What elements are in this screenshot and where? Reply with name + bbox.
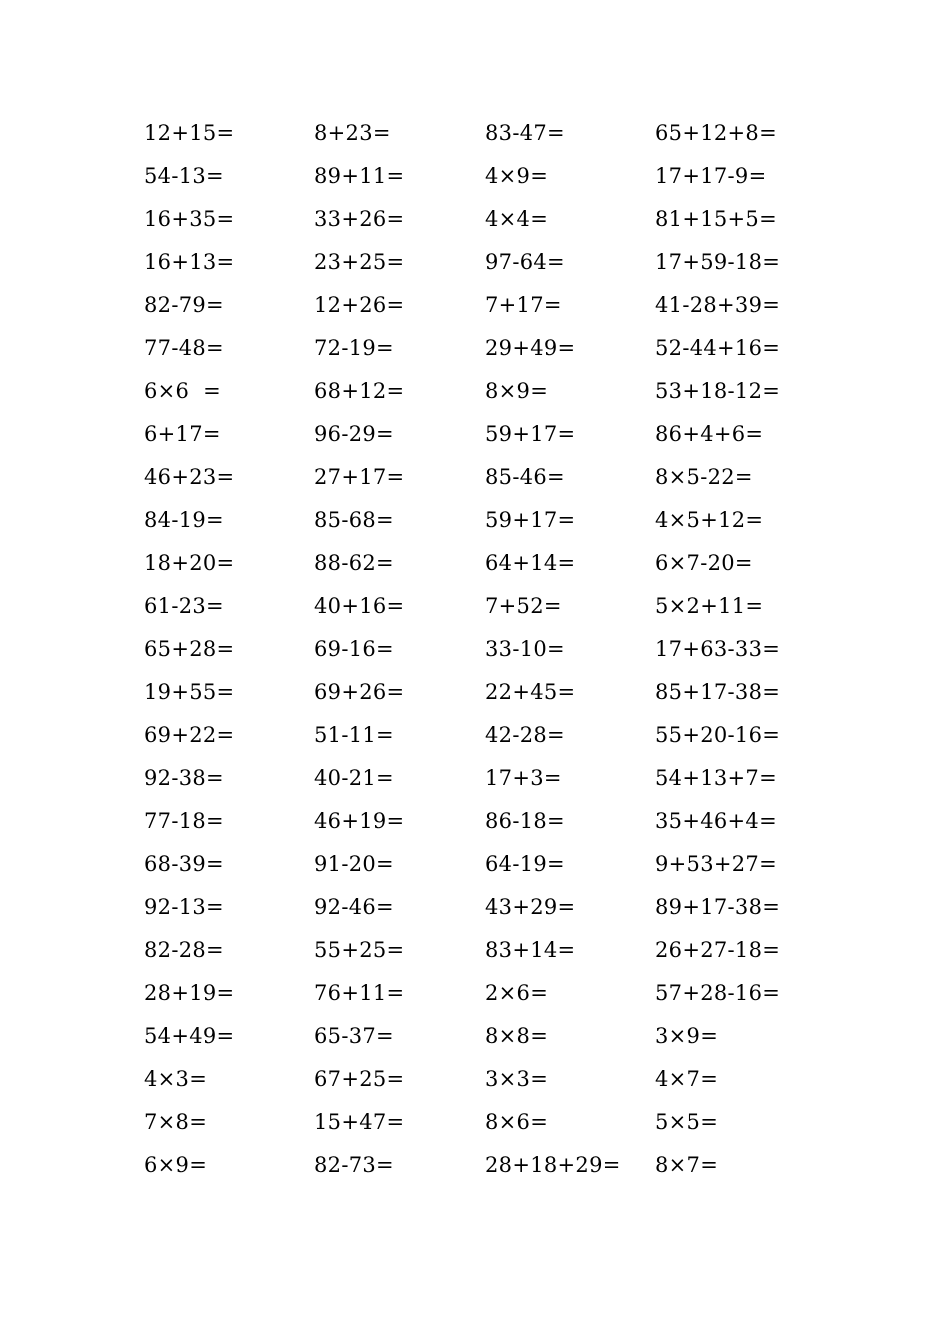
problem-row [144, 507, 844, 550]
problem: 26+27-18= [655, 938, 781, 962]
problem-row [144, 1109, 844, 1152]
problem: 81+15+5= [655, 207, 777, 231]
problem: 6×6 = [144, 379, 222, 403]
problem: 8×6= [485, 1110, 549, 1134]
problem: 29+49= [485, 336, 576, 360]
problem: 92-46= [314, 895, 394, 919]
problem-row [144, 808, 844, 851]
problem: 16+35= [144, 207, 235, 231]
problem-row [144, 679, 844, 722]
problem: 51-11= [314, 723, 394, 747]
problem: 7×8= [144, 1110, 208, 1134]
problem-row [144, 550, 844, 593]
problem: 42-28= [485, 723, 565, 747]
problem: 92-38= [144, 766, 224, 790]
problem-row [144, 636, 844, 679]
problem-row [144, 120, 844, 163]
problem: 52-44+16= [655, 336, 781, 360]
problem: 27+17= [314, 465, 405, 489]
problem: 17+63-33= [655, 637, 781, 661]
problem: 8×7= [655, 1153, 719, 1177]
problem: 92-13= [144, 895, 224, 919]
problem: 8+23= [314, 121, 391, 145]
problem: 6×7-20= [655, 551, 753, 575]
problem: 85+17-38= [655, 680, 781, 704]
problem: 15+47= [314, 1110, 405, 1134]
problem: 12+26= [314, 293, 405, 317]
problem: 35+46+4= [655, 809, 777, 833]
problem: 4×7= [655, 1067, 719, 1091]
problem: 23+25= [314, 250, 405, 274]
problem: 33-10= [485, 637, 565, 661]
problem: 91-20= [314, 852, 394, 876]
problem-row [144, 593, 844, 636]
problem: 69+26= [314, 680, 405, 704]
problem: 88-62= [314, 551, 394, 575]
problem: 17+3= [485, 766, 562, 790]
problem: 83-47= [485, 121, 565, 145]
problem: 89+17-38= [655, 895, 781, 919]
problem: 65-37= [314, 1024, 394, 1048]
problem: 17+59-18= [655, 250, 781, 274]
problem-row [144, 722, 844, 765]
problem: 33+26= [314, 207, 405, 231]
problem: 46+19= [314, 809, 405, 833]
problem: 84-19= [144, 508, 224, 532]
problem: 85-68= [314, 508, 394, 532]
problem: 54+13+7= [655, 766, 777, 790]
problem: 3×3= [485, 1067, 549, 1091]
problem-row [144, 1066, 844, 1109]
problem: 5×5= [655, 1110, 719, 1134]
problem: 59+17= [485, 422, 576, 446]
problem-row [144, 421, 844, 464]
problem: 76+11= [314, 981, 405, 1005]
problem: 53+18-12= [655, 379, 781, 403]
problem: 86+4+6= [655, 422, 764, 446]
problem-row [144, 378, 844, 421]
problem: 68-39= [144, 852, 224, 876]
problem: 40-21= [314, 766, 394, 790]
problem: 61-23= [144, 594, 224, 618]
problem: 83+14= [485, 938, 576, 962]
problem: 67+25= [314, 1067, 405, 1091]
problem: 55+20-16= [655, 723, 781, 747]
problem: 64+14= [485, 551, 576, 575]
problem: 4×3= [144, 1067, 208, 1091]
problem: 8×9= [485, 379, 549, 403]
problem-row [144, 937, 844, 980]
problem: 16+13= [144, 250, 235, 274]
problem: 82-79= [144, 293, 224, 317]
problem: 28+18+29= [485, 1153, 621, 1177]
problem: 4×9= [485, 164, 549, 188]
problem: 72-19= [314, 336, 394, 360]
problem: 89+11= [314, 164, 405, 188]
problem: 77-18= [144, 809, 224, 833]
problem: 68+12= [314, 379, 405, 403]
problem-row [144, 464, 844, 507]
problem: 54+49= [144, 1024, 235, 1048]
problem-row [144, 292, 844, 335]
problem-row [144, 163, 844, 206]
problem: 2×6= [485, 981, 549, 1005]
problem: 82-73= [314, 1153, 394, 1177]
problem: 69-16= [314, 637, 394, 661]
problem: 28+19= [144, 981, 235, 1005]
problem-row [144, 206, 844, 249]
problem-row [144, 1023, 844, 1066]
problem: 86-18= [485, 809, 565, 833]
problem: 9+53+27= [655, 852, 777, 876]
problem: 8×5-22= [655, 465, 753, 489]
problem: 64-19= [485, 852, 565, 876]
problem: 69+22= [144, 723, 235, 747]
problem-row [144, 894, 844, 937]
problem: 41-28+39= [655, 293, 781, 317]
problem: 65+12+8= [655, 121, 777, 145]
problem: 22+45= [485, 680, 576, 704]
problem: 96-29= [314, 422, 394, 446]
problem-row [144, 765, 844, 808]
problem-row [144, 980, 844, 1023]
problem: 54-13= [144, 164, 224, 188]
problem: 40+16= [314, 594, 405, 618]
problem: 55+25= [314, 938, 405, 962]
problem: 57+28-16= [655, 981, 781, 1005]
problem: 6×9= [144, 1153, 208, 1177]
problem: 7+52= [485, 594, 562, 618]
problem: 18+20= [144, 551, 235, 575]
problem: 97-64= [485, 250, 565, 274]
problem: 19+55= [144, 680, 235, 704]
problem: 82-28= [144, 938, 224, 962]
problem: 77-48= [144, 336, 224, 360]
problem-row [144, 1152, 844, 1195]
problem: 7+17= [485, 293, 562, 317]
problem: 8×8= [485, 1024, 549, 1048]
problem: 5×2+11= [655, 594, 764, 618]
problem-row [144, 335, 844, 378]
problem: 12+15= [144, 121, 235, 145]
problem-row [144, 851, 844, 894]
problem: 85-46= [485, 465, 565, 489]
problem: 3×9= [655, 1024, 719, 1048]
problem: 43+29= [485, 895, 576, 919]
problem: 59+17= [485, 508, 576, 532]
problem: 6+17= [144, 422, 221, 446]
problem: 4×5+12= [655, 508, 764, 532]
problem: 4×4= [485, 207, 549, 231]
problem-row [144, 249, 844, 292]
problem: 46+23= [144, 465, 235, 489]
problem: 65+28= [144, 637, 235, 661]
problem: 17+17-9= [655, 164, 767, 188]
